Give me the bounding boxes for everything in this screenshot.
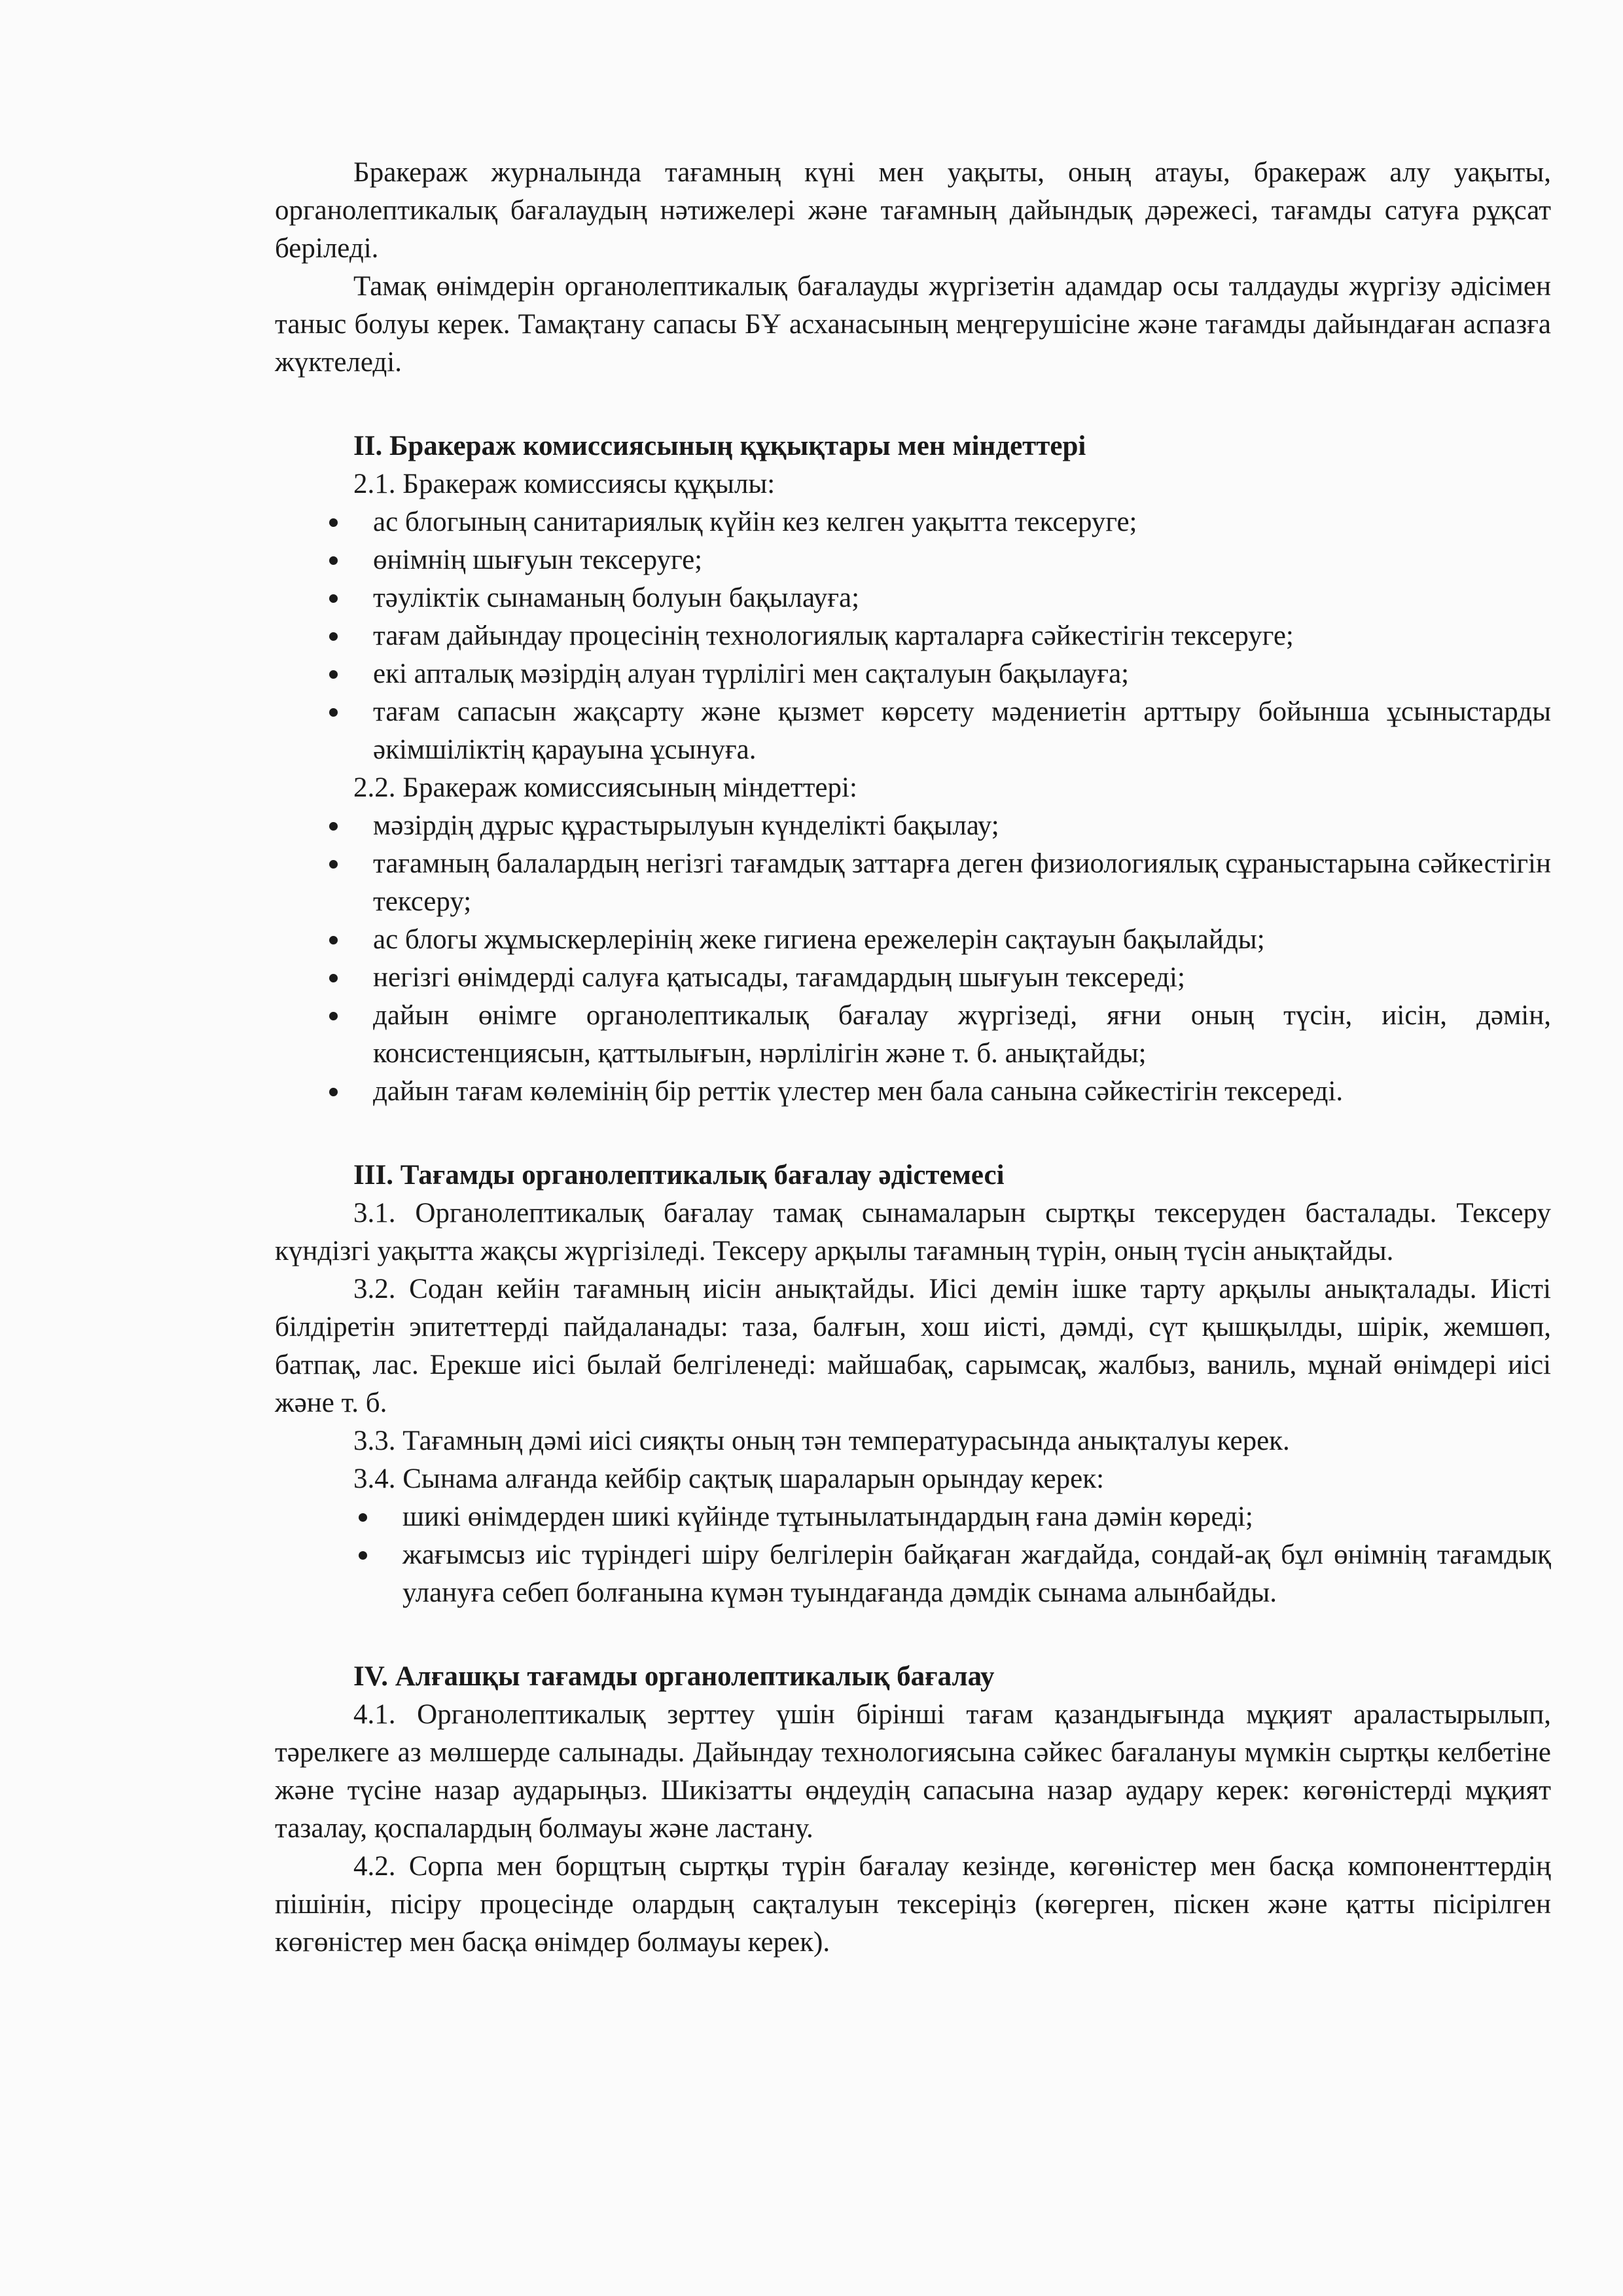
bullet-icon <box>329 822 338 831</box>
paragraph-3-3: 3.3. Тағамның дәмі иісі сияқты оның тән температурасында анықталуы керек. <box>353 1426 1290 1456</box>
bullet-icon <box>329 1088 338 1096</box>
duties-list <box>275 807 1551 1111</box>
list-item: дайын өнімге органолептикалық бағалау жүргізеді, яғни оның түсін, иісін, дәмін, консистенциясын, қаттылығын, нәрлілігін және т. б. анықтайды; <box>275 997 1551 1073</box>
section-4-heading: IV. Алғашқы тағамды органолептикалық бағалау <box>353 1661 995 1692</box>
bullet-icon <box>329 860 338 869</box>
bullet-icon <box>359 1513 367 1522</box>
list-item: шикі өнімдерден шикі күйінде тұтынылатындардың ғана дәмін көреді; <box>275 1498 1551 1536</box>
bullet-icon <box>329 632 338 641</box>
list-item: ас блогының санитариялық күйін кез келген уақытта тексеруге; <box>275 503 1551 541</box>
paragraph-3-4: 3.4. Сынама алғанда кейбір сақтық шараларын орындау керек: <box>353 1463 1105 1494</box>
section-2-1-title: 2.1. Бракераж комиссиясы құқылы: <box>353 469 776 499</box>
list-item: тағамның балалардың негізгі тағамдық заттарға деген физиологиялық сұраныстарына сәйкестігін тексеру; <box>275 845 1551 921</box>
section-2-heading: II. Бракераж комиссиясының құқықтары мен міндеттері <box>353 431 1086 461</box>
bullet-icon <box>329 974 338 982</box>
document-page <box>275 154 1551 1962</box>
bullet-icon <box>329 708 338 717</box>
bullet-icon <box>329 556 338 565</box>
bullet-icon <box>359 1551 367 1560</box>
paragraph-3-1: 3.1. Органолептикалық бағалау тамақ сынамаларын сыртқы тексеруден басталады. Тексеру күндізгі уақытта жақсы жүргізіледі. Тексеру арқылы тағамның түрін, оның түсін анықтайды. <box>275 1198 1551 1266</box>
paragraph-4-1: 4.1. Органолептикалық зерттеу үшін бірінші тағам қазандығында мұқият араластырылып, тәрелкеге аз мөлшерде салынады. Дайындау технологиясына сәйкес бағалануы мүмкін сыртқы келбетіне және түсіне назар аударыңыз. Шикізатты өңдеудің сапасына назар аудару керек: көгөністерді мұқият тазалау, қоспалардың болмауы және ластану. <box>275 1699 1551 1844</box>
bullet-icon <box>329 670 338 679</box>
rights-list <box>275 503 1551 769</box>
paragraph-4-2: 4.2. Сорпа мен борщтың сыртқы түрін бағалау кезінде, көгөністер мен басқа компоненттердің пішінін, пісіру процесінде олардың сақталуын тексеріңіз (көгерген, піскен және қатты пісірілген көгөністер мен басқа өнімдер болмауы керек). <box>275 1851 1551 1958</box>
list-item: ас блогы жұмыскерлерінің жеке гигиена ережелерін сақтауын бақылайды; <box>275 921 1551 959</box>
list-item: тағам сапасын жақсарту және қызмет көрсету мәдениетін арттыру бойынша ұсыныстарды әкімшіліктің қарауына ұсынуға. <box>275 693 1551 769</box>
list-item: екі апталық мәзірдің алуан түрлілігі мен сақталуын бақылауға; <box>275 655 1551 693</box>
list-item: тағам дайындау процесінің технологиялық карталарға сәйкестігін тексеруге; <box>275 617 1551 655</box>
paragraph-3-2: 3.2. Содан кейін тағамның иісін анықтайды. Иісі демін ішке тарту арқылы анықталады. Иісті білдіретін эпитеттерді пайдаланады: таза, балғын, хош иісті, дәмді, сүт қышқылды, шірік, жемшөп, батпақ, лас. Ерекше иісі былай белгіленеді: майшабақ, сарымсақ, жалбыз, ваниль, мұнай өнімдері иісі және т. б. <box>275 1274 1551 1418</box>
section-2-2-title: 2.2. Бракераж комиссиясының міндеттері: <box>353 772 857 803</box>
list-item: өнімнің шығуын тексеруге; <box>275 541 1551 579</box>
intro-paragraph-1: Бракераж журналында тағамның күні мен уақыты, оның атауы, бракераж алу уақыты, органолептикалық бағалаудың нәтижелері және тағамның дайындық дәрежесі, тағамды сатуға рұқсат беріледі. <box>275 157 1551 264</box>
list-item: мәзірдің дұрыс құрастырылуын күнделікті бақылау; <box>275 807 1551 845</box>
list-item: дайын тағам көлемінің бір реттік үлестер мен бала санына сәйкестігін тексереді. <box>275 1073 1551 1111</box>
list-item: негізгі өнімдерді салуға қатысады, тағамдардың шығуын тексереді; <box>275 959 1551 997</box>
intro-paragraph-2: Тамақ өнімдерін органолептикалық бағалауды жүргізетін адамдар осы талдауды жүргізу әдісімен таныс болуы керек. Тамақтану сапасы БҰ асханасының меңгерушісіне және тағамды дайындаған аспазға жүктеледі. <box>275 271 1551 378</box>
precautions-list <box>275 1498 1551 1612</box>
list-item: тәуліктік сынаманың болуын бақылауға; <box>275 579 1551 617</box>
bullet-icon <box>329 1012 338 1020</box>
bullet-icon <box>329 936 338 944</box>
bullet-icon <box>329 518 338 527</box>
bullet-icon <box>329 594 338 603</box>
list-item: жағымсыз иіс түріндегі шіру белгілерін байқаған жағдайда, сондай-ақ бұл өнімнің тағамдық улануға себеп болғанына күмән туындағанда дәмдік сынама алынбайды. <box>275 1536 1551 1612</box>
section-3-heading: III. Тағамды органолептикалық бағалау әдістемесі <box>353 1160 1005 1191</box>
